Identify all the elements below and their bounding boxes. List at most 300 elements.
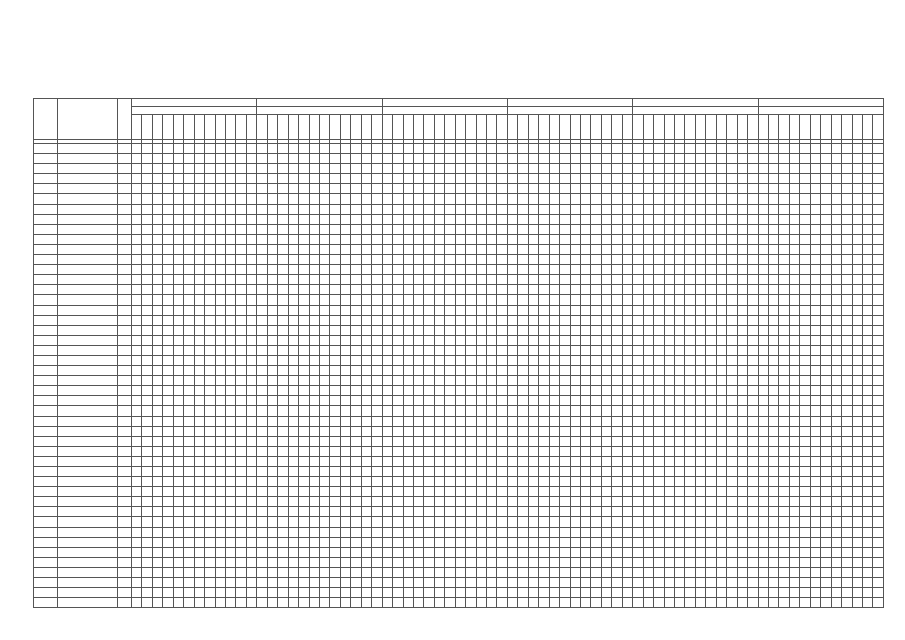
table-cell: [319, 305, 329, 315]
table-cell: [800, 567, 810, 577]
column-header: [434, 115, 444, 140]
table-cell: [361, 154, 371, 164]
table-cell: [132, 164, 142, 174]
table-cell: [789, 406, 799, 416]
table-cell: [507, 366, 517, 376]
table-cell: [319, 588, 329, 598]
table-cell: [205, 426, 215, 436]
table-cell: [340, 214, 350, 224]
table-cell: [424, 194, 434, 204]
table-cell: [706, 355, 716, 365]
table-cell: [382, 234, 392, 244]
table-cell: [267, 598, 277, 608]
table-cell: [487, 164, 497, 174]
table-cell: [737, 467, 747, 477]
table-cell: [737, 497, 747, 507]
table-cell: [518, 204, 528, 214]
table-cell: [225, 285, 235, 295]
table-cell: [643, 194, 653, 204]
table-cell: [518, 416, 528, 426]
table-cell: [612, 598, 622, 608]
table-cell: [549, 598, 559, 608]
table-cell: [340, 446, 350, 456]
table-cell: [779, 477, 789, 487]
table-cell: [163, 204, 173, 214]
table-cell: [862, 456, 872, 466]
table-cell: [675, 598, 685, 608]
table-cell: [779, 144, 789, 154]
table-cell: [288, 144, 298, 154]
table-cell: [643, 154, 653, 164]
table-cell: [539, 416, 549, 426]
table-cell: [236, 598, 246, 608]
table-cell: [319, 426, 329, 436]
table-cell: [706, 537, 716, 547]
table-cell: [173, 557, 183, 567]
table-cell: [507, 547, 517, 557]
table-cell: [194, 285, 204, 295]
table-cell: [424, 537, 434, 547]
table-cell: [319, 214, 329, 224]
table-cell: [393, 144, 403, 154]
table-cell: [118, 588, 132, 598]
table-cell: [445, 578, 455, 588]
table-cell: [184, 446, 194, 456]
table-cell: [810, 456, 820, 466]
table-cell: [173, 588, 183, 598]
table-cell: [163, 224, 173, 234]
table-cell: [518, 366, 528, 376]
table-cell: [706, 467, 716, 477]
table-cell: [118, 194, 132, 204]
table-cell: [445, 588, 455, 598]
table-cell: [748, 275, 759, 285]
table-cell: [497, 366, 508, 376]
table-cell: [654, 244, 664, 254]
table-cell: [831, 285, 841, 295]
table-cell: [361, 244, 371, 254]
table-cell: [278, 366, 288, 376]
column-header: [727, 115, 737, 140]
table-cell: [288, 487, 298, 497]
table-cell: [118, 275, 132, 285]
table-cell: [393, 335, 403, 345]
table-cell: [560, 598, 570, 608]
table-row: [34, 275, 884, 285]
table-cell: [163, 345, 173, 355]
table-cell: [487, 416, 497, 426]
table-cell: [643, 517, 653, 527]
table-cell: [601, 295, 611, 305]
table-cell: [445, 345, 455, 355]
column-header: [737, 115, 747, 140]
table-cell: [748, 416, 759, 426]
table-cell: [434, 426, 444, 436]
table-cell: [862, 446, 872, 456]
table-cell: [445, 567, 455, 577]
table-cell: [455, 325, 465, 335]
table-cell: [507, 406, 517, 416]
table-cell: [497, 285, 508, 295]
table-cell: [424, 567, 434, 577]
table-cell: [737, 527, 747, 537]
table-cell: [351, 557, 361, 567]
table-cell: [497, 144, 508, 154]
table-cell: [132, 244, 142, 254]
table-cell: [194, 325, 204, 335]
table-cell: [163, 567, 173, 577]
table-cell: [445, 477, 455, 487]
table-cell: [601, 214, 611, 224]
table-cell: [118, 335, 132, 345]
table-cell: [257, 578, 267, 588]
table-cell: [184, 497, 194, 507]
table-cell: [340, 234, 350, 244]
table-cell: [299, 527, 309, 537]
table-cell: [455, 588, 465, 598]
table-cell: [821, 598, 831, 608]
table-cell: [852, 244, 862, 254]
table-cell: [278, 578, 288, 588]
table-cell: [372, 537, 383, 547]
table-cell: [560, 477, 570, 487]
table-cell: [654, 224, 664, 234]
table-row: [34, 285, 884, 295]
table-cell: [528, 578, 538, 588]
table-cell: [695, 436, 705, 446]
table-cell: [591, 376, 601, 386]
table-cell: [278, 275, 288, 285]
table-cell: [789, 285, 799, 295]
table-cell: [821, 244, 831, 254]
table-cell: [528, 376, 538, 386]
table-cell: [612, 275, 622, 285]
table-cell: [570, 426, 580, 436]
table-cell: [643, 174, 653, 184]
table-cell: [246, 396, 257, 406]
table-cell: [434, 446, 444, 456]
table-cell: [810, 305, 820, 315]
table-cell: [236, 487, 246, 497]
column-header: [382, 115, 392, 140]
table-cell: [184, 164, 194, 174]
table-cell: [695, 244, 705, 254]
table-cell: [434, 456, 444, 466]
column-header: [487, 115, 497, 140]
table-cell: [612, 305, 622, 315]
table-cell: [873, 416, 884, 426]
table-cell: [675, 456, 685, 466]
table-cell: [205, 396, 215, 406]
table-cell: [382, 224, 392, 234]
table-row: [34, 416, 884, 426]
table-cell: [413, 527, 423, 537]
row-name-cell: [58, 446, 118, 456]
table-cell: [288, 416, 298, 426]
row-name-cell: [58, 224, 118, 234]
table-cell: [737, 537, 747, 547]
table-cell: [664, 406, 674, 416]
table-cell: [215, 214, 225, 224]
table-cell: [675, 406, 685, 416]
table-cell: [434, 234, 444, 244]
table-cell: [236, 214, 246, 224]
table-cell: [758, 285, 768, 295]
column-header: [351, 115, 361, 140]
table-cell: [769, 436, 779, 446]
table-cell: [424, 355, 434, 365]
table-cell: [299, 517, 309, 527]
table-cell: [330, 578, 340, 588]
table-cell: [142, 497, 152, 507]
table-cell: [769, 446, 779, 456]
table-cell: [236, 224, 246, 234]
table-cell: [403, 355, 413, 365]
table-cell: [748, 255, 759, 265]
table-cell: [34, 537, 58, 547]
table-cell: [800, 164, 810, 174]
table-cell: [455, 355, 465, 365]
table-cell: [664, 446, 674, 456]
table-cell: [267, 376, 277, 386]
table-cell: [852, 416, 862, 426]
table-cell: [779, 517, 789, 527]
table-cell: [789, 265, 799, 275]
table-cell: [507, 557, 517, 567]
table-cell: [173, 366, 183, 376]
table-cell: [351, 154, 361, 164]
table-cell: [601, 497, 611, 507]
table-row: [34, 426, 884, 436]
table-cell: [643, 578, 653, 588]
table-cell: [549, 527, 559, 537]
table-cell: [685, 174, 695, 184]
table-cell: [643, 164, 653, 174]
table-cell: [330, 456, 340, 466]
table-cell: [800, 416, 810, 426]
table-cell: [612, 547, 622, 557]
table-cell: [821, 376, 831, 386]
table-cell: [716, 234, 726, 244]
table-cell: [132, 285, 142, 295]
table-cell: [821, 255, 831, 265]
table-cell: [612, 426, 622, 436]
table-cell: [299, 477, 309, 487]
table-cell: [246, 527, 257, 537]
table-cell: [319, 436, 329, 446]
column-header: [309, 115, 319, 140]
table-cell: [434, 416, 444, 426]
table-cell: [340, 224, 350, 234]
table-cell: [800, 265, 810, 275]
table-cell: [267, 224, 277, 234]
table-cell: [779, 184, 789, 194]
table-cell: [278, 255, 288, 265]
table-cell: [118, 497, 132, 507]
table-cell: [664, 275, 674, 285]
table-cell: [862, 436, 872, 446]
row-name-cell: [58, 517, 118, 527]
table-cell: [205, 456, 215, 466]
table-cell: [476, 154, 486, 164]
table-cell: [675, 325, 685, 335]
table-cell: [340, 436, 350, 446]
table-cell: [779, 234, 789, 244]
table-cell: [518, 537, 528, 547]
table-cell: [852, 366, 862, 376]
table-cell: [560, 426, 570, 436]
table-cell: [748, 154, 759, 164]
table-cell: [873, 325, 884, 335]
table-cell: [309, 598, 319, 608]
table-cell: [862, 154, 872, 164]
table-cell: [184, 386, 194, 396]
table-cell: [675, 234, 685, 244]
table-cell: [309, 194, 319, 204]
table-cell: [643, 275, 653, 285]
table-cell: [152, 588, 162, 598]
table-cell: [633, 376, 643, 386]
table-cell: [413, 224, 423, 234]
table-cell: [393, 315, 403, 325]
table-cell: [862, 527, 872, 537]
table-cell: [727, 517, 737, 527]
table-row: [34, 164, 884, 174]
table-cell: [695, 588, 705, 598]
table-cell: [769, 497, 779, 507]
table-cell: [434, 537, 444, 547]
table-cell: [800, 436, 810, 446]
row-name-cell: [58, 325, 118, 335]
table-cell: [560, 467, 570, 477]
table-cell: [393, 295, 403, 305]
table-cell: [340, 275, 350, 285]
table-cell: [862, 285, 872, 295]
table-cell: [173, 386, 183, 396]
table-cell: [152, 537, 162, 547]
table-cell: [612, 164, 622, 174]
table-cell: [581, 416, 591, 426]
table-cell: [184, 567, 194, 577]
table-cell: [330, 477, 340, 487]
table-cell: [695, 456, 705, 466]
table-cell: [789, 527, 799, 537]
table-cell: [528, 456, 538, 466]
table-cell: [299, 547, 309, 557]
table-cell: [236, 265, 246, 275]
table-cell: [466, 154, 476, 164]
table-cell: [142, 537, 152, 547]
table-cell: [862, 557, 872, 567]
table-cell: [852, 194, 862, 204]
table-cell: [372, 567, 383, 577]
table-cell: [601, 335, 611, 345]
table-cell: [194, 224, 204, 234]
table-cell: [549, 477, 559, 487]
table-cell: [487, 507, 497, 517]
table-cell: [518, 144, 528, 154]
table-cell: [487, 396, 497, 406]
table-cell: [664, 335, 674, 345]
table-cell: [257, 527, 267, 537]
table-cell: [225, 366, 235, 376]
table-cell: [351, 224, 361, 234]
table-cell: [821, 204, 831, 214]
table-cell: [118, 456, 132, 466]
table-cell: [779, 255, 789, 265]
table-cell: [382, 154, 392, 164]
table-cell: [476, 557, 486, 567]
table-cell: [643, 214, 653, 224]
column-header: [601, 115, 611, 140]
table-cell: [205, 547, 215, 557]
table-cell: [184, 527, 194, 537]
table-cell: [581, 396, 591, 406]
table-cell: [748, 578, 759, 588]
table-cell: [257, 426, 267, 436]
table-cell: [758, 335, 768, 345]
table-row: [34, 315, 884, 325]
table-cell: [654, 295, 664, 305]
table-cell: [507, 325, 517, 335]
table-cell: [528, 366, 538, 376]
table-cell: [810, 255, 820, 265]
table-cell: [727, 598, 737, 608]
table-cell: [445, 194, 455, 204]
table-cell: [393, 345, 403, 355]
row-name-cell: [58, 507, 118, 517]
table-cell: [737, 547, 747, 557]
table-cell: [173, 194, 183, 204]
table-cell: [455, 194, 465, 204]
table-cell: [675, 416, 685, 426]
table-cell: [413, 325, 423, 335]
table-cell: [581, 144, 591, 154]
table-cell: [758, 588, 768, 598]
table-cell: [267, 456, 277, 466]
table-cell: [518, 265, 528, 275]
table-cell: [716, 144, 726, 154]
table-cell: [695, 255, 705, 265]
table-cell: [685, 204, 695, 214]
table-cell: [612, 527, 622, 537]
table-row: [34, 588, 884, 598]
table-cell: [727, 557, 737, 567]
table-cell: [821, 355, 831, 365]
table-cell: [372, 477, 383, 487]
table-cell: [267, 275, 277, 285]
table-cell: [225, 436, 235, 446]
table-cell: [737, 174, 747, 184]
table-cell: [821, 184, 831, 194]
table-cell: [246, 547, 257, 557]
table-cell: [769, 174, 779, 184]
table-cell: [737, 184, 747, 194]
table-cell: [612, 244, 622, 254]
table-cell: [622, 214, 633, 224]
table-cell: [487, 275, 497, 285]
table-cell: [351, 416, 361, 426]
table-cell: [225, 456, 235, 466]
table-cell: [518, 184, 528, 194]
table-cell: [299, 174, 309, 184]
table-cell: [675, 386, 685, 396]
column-header: [132, 115, 142, 140]
table-cell: [163, 214, 173, 224]
table-cell: [539, 255, 549, 265]
table-cell: [862, 295, 872, 305]
table-cell: [842, 355, 852, 365]
